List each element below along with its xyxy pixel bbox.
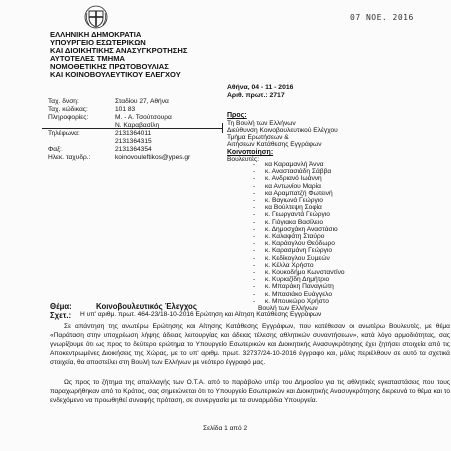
contact-label: Ταχ. δνση: [48, 98, 79, 105]
contact-value: Σταδίου 27, Αθήνα [115, 98, 169, 105]
mp-name: κ. Κέλλα Χρήστο [265, 261, 314, 269]
subject-label: Θέμα: [50, 302, 72, 311]
body-paragraph: Σε απάντηση της ανωτέρω Ερώτησης και Αίτησης Κατάθεσης Εγγράφων, που κατέθεσαν οι ανωτέρω Βουλευτές, με θέμα «Παράταση στην υποχρέωση λήψης άδειας λειτουργίας και άδειας τέλεσης αθλητικών συναντήσεων», κατά λόγο αρμοδιότητας, σας γνωρίζουμε ότι ως προς το δεύτερο ερώτημα το Υπουργείο Εσωτερικών και Διοικητικής Ανασυγκρότησης έχει ζητήσει στοιχεία από τις Αποκεντρωμένες Διοικήσεις της Χώρας, με το υπ' αριθμ. πρωτ. 32737/24-10-2016 έγγραφο και, μόλις περιέλθουν σε αυτό τα σχετικά στοιχεία, θα αποστείλει στη Βουλή των Ελλήνων με νεότερο έγγραφό μας. [50, 323, 450, 366]
mp-name: κα Καραμανλή Άννα [265, 161, 324, 168]
mp-name: κ. Μπασιάκο Ευάγγελο [265, 290, 332, 298]
mp-name: κ. Κεδίκογλου Συμεών [265, 254, 330, 262]
list-dash: - [253, 276, 256, 284]
recipient-line: Τη Βουλή των Ελλήνων [227, 120, 296, 127]
mp-name: κ. Μπαράκη Παναγιώτη [265, 283, 334, 291]
contact-email: koinovouleftikos@ypes.gr [115, 154, 191, 161]
header-line: ΝΟΜΟΘΕΤΙΚΗΣ ΠΡΩΤΟΒΟΥΛΙΑΣ [50, 62, 169, 71]
contact-label: Ταχ. κώδικας: [48, 106, 88, 113]
list-dash: - [253, 204, 256, 212]
received-date-stamp: 07 NOE. 2016 [350, 13, 414, 22]
list-dash: - [253, 161, 256, 168]
contact-label: Πληροφορίες: [48, 114, 89, 121]
contact-label: Ηλεκ. ταχυδρ.: [48, 154, 91, 161]
protocol-number: Αριθ. πρωτ.: 2717 [227, 92, 285, 99]
contact-value: 2131364315 [115, 138, 152, 145]
mp-name: κ. Καλαφάτη Σταύρο [265, 233, 325, 240]
contact-label: Τηλέφωνα: [48, 130, 80, 137]
greek-coat-of-arms-icon [84, 5, 108, 29]
cc-closing: Βουλή των Ελλήνων [258, 305, 318, 312]
list-dash: - [253, 182, 256, 190]
body-paragraph: Ως προς το ζήτημα της απαλλαγής των Ο.Τ.Α. από το παράβολο υπέρ του Δημοσίου για τις αθλητικές εγκαταστάσεις που τους παραχωρήθηκαν από το Κράτος, σας σημειώνεται ότι το Υπουργείο Εσωτερικών και Διοικητικής Ανασυγκρότησης διερευνά το θέμα και το ενδεχόμενο να προωθηθεί συναφής πρόταση, σε συνεργασία με τα συναρμόδια Υπουργεία. [50, 379, 450, 404]
header-line: ΥΠΟΥΡΓΕΙΟ ΕΣΩΤΕΡΙΚΩΝ [50, 38, 146, 47]
reference-value: Η υπ' αριθμ. πρωτ. 464-23/18-10-2016 Ερώτηση και Αίτηση Κατάθεσης Εγγράφων [80, 311, 322, 318]
contact-value: 101 83 [115, 106, 136, 113]
header-divider [42, 128, 222, 129]
reference-label: Σχετ.: [50, 311, 72, 320]
mp-name: κ. Μπουκώρο Χρήστο [265, 297, 329, 305]
list-dash: - [253, 283, 256, 291]
list-dash: - [253, 261, 256, 269]
contact-value: 2131364354 [115, 146, 152, 153]
recipient-line: Αιτήσεων Κατάθεσης Εγγράφων [227, 141, 322, 148]
list-dash: - [253, 218, 256, 226]
mp-name: κ. Ανδριανό Ιωάννη [265, 175, 322, 183]
mp-name: κ. Κυριαζίδη Δημήτριο [265, 276, 330, 284]
subject-value: Κοινοβουλευτικός Έλεγχος [96, 302, 197, 311]
document-date: Αθήνα, 04 - 11 - 2016 [227, 84, 294, 91]
mp-name: κ. Κουκοδήμο Κωνσταντίνο [265, 269, 345, 276]
mp-name: κ. Καρασμάνη Γεώργιο [265, 247, 333, 255]
cc-subtitle: Βουλευτές: [227, 156, 260, 163]
header-divider-tick [222, 123, 223, 133]
mp-name: κα Αντωνίου Μαρία [265, 182, 321, 190]
mp-name: κα Αραμπατζή Φωτεινή [265, 189, 333, 197]
cc-title: Κοινοποίηση: [227, 149, 274, 156]
mp-name: κ. Βαγιωνά Γεώργιο [265, 197, 323, 204]
list-dash: - [253, 233, 256, 240]
header-line: ΕΛΛΗΝΙΚΗ ΔΗΜΟΚΡΑΤΙΑ [50, 30, 142, 39]
list-dash: - [253, 225, 256, 233]
mp-name: κ. Γιόγιακα Βασίλειο [265, 218, 323, 226]
recipient-line: Διεύθυνση Κοινοβουλευτικού Ελέγχου [227, 127, 338, 134]
contact-label: Φαξ: [48, 146, 62, 153]
header-line: ΑΥΤΟΤΕΛΕΣ ΤΜΗΜΑ [50, 54, 126, 63]
list-dash: - [253, 211, 256, 219]
list-dash: - [253, 175, 256, 183]
list-dash: - [253, 269, 256, 276]
list-dash: - [253, 168, 256, 176]
contact-value: Ν. Καραβασίλη [115, 122, 160, 129]
mp-name: κ. Γεωργαντά Γεώργιο [265, 211, 330, 219]
list-dash: - [253, 290, 256, 298]
list-dash: - [253, 247, 256, 255]
recipient-line: Τμήμα Ερωτήσεων & [227, 134, 289, 141]
header-line: ΚΑΙ ΔΙΟΙΚΗΤΙΚΗΣ ΑΝΑΣΥΓΚΡΟΤΗΣΗΣ [50, 46, 188, 55]
mp-name: κ. Αναστασιάδη Σάββα [265, 168, 332, 176]
list-dash: - [253, 240, 256, 248]
list-dash: - [253, 297, 256, 305]
list-dash: - [253, 189, 256, 197]
mp-name: κ. Δημοσχάκη Αναστάσιο [265, 225, 338, 233]
page-number: Σελίδα 1 από 2 [203, 425, 248, 432]
mp-name: κα Βούλτεψη Σοφία [265, 204, 322, 212]
list-dash: - [253, 254, 256, 262]
mp-name: κ. Καράογλου Θεόδωρο [265, 240, 335, 248]
contact-value: Μ. - Α. Τσούτσουρα [115, 114, 172, 121]
recipient-title: Προς: [227, 112, 247, 119]
header-line: ΚΑΙ ΚΟΙΝΟΒΟΥΛΕΥΤΙΚΟΥ ΕΛΕΓΧΟΥ [50, 70, 181, 79]
contact-value: 2131364011 [115, 130, 152, 137]
list-dash: - [253, 197, 256, 204]
